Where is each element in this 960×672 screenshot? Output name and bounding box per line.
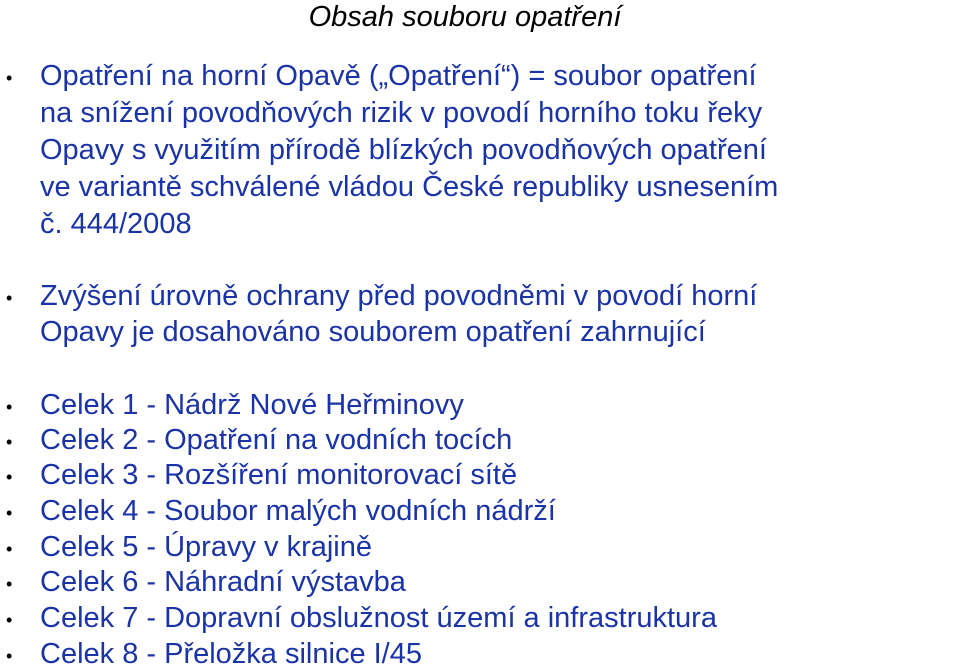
component-item xyxy=(0,423,960,459)
component-label: Celek 7 - Dopravní obslužnost území a infrastruktura xyxy=(40,602,717,634)
intro-line-4: ve variantě schválené vládou České republiky usnesením xyxy=(40,171,779,203)
summary-item xyxy=(0,278,960,358)
summary-line-2: Opavy je dosahováno souborem opatření zahrnující xyxy=(40,316,706,348)
bullet-icon: • xyxy=(6,610,13,630)
component-label: Celek 2 - Opatření na vodních tocích xyxy=(40,424,513,456)
component-item xyxy=(0,601,960,637)
intro-line-3: Opavy s využitím přírodě blízkých povodňových opatření xyxy=(40,134,767,166)
bullet-icon: • xyxy=(6,646,13,666)
bullet-icon: • xyxy=(6,574,13,594)
component-label: Celek 1 - Nádrž Nové Heřminovy xyxy=(40,389,464,421)
component-label: Celek 6 - Náhradní výstavba xyxy=(40,566,406,598)
component-item xyxy=(0,494,960,530)
bullet-icon: • xyxy=(6,288,13,308)
component-item xyxy=(0,637,960,672)
bullet-icon: • xyxy=(6,397,13,417)
bullet-icon: • xyxy=(6,467,13,487)
component-label: Celek 8 - Přeložka silnice I/45 xyxy=(40,638,422,670)
component-item xyxy=(0,388,960,424)
component-item xyxy=(0,565,960,601)
component-label: Celek 4 - Soubor malých vodních nádrží xyxy=(40,495,556,527)
slide-title: Obsah souboru opatření xyxy=(308,1,622,33)
intro-line-1: Opatření na horní Opavě („Opatření“) = soubor opatření xyxy=(40,60,757,92)
bullet-icon: • xyxy=(6,68,13,88)
bullet-icon: • xyxy=(6,539,13,559)
component-label: Celek 5 - Úpravy v krajině xyxy=(40,531,372,563)
bullet-icon: • xyxy=(6,432,13,452)
summary-line-1: Zvýšení úrovně ochrany před povodněmi v povodí horní xyxy=(40,280,758,312)
component-item xyxy=(0,530,960,566)
component-item xyxy=(0,458,960,494)
bullet-icon: • xyxy=(6,503,13,523)
component-label: Celek 3 - Rozšíření monitorovací sítě xyxy=(40,459,518,491)
intro-line-2: na snížení povodňových rizik v povodí horního toku řeky xyxy=(40,97,763,129)
intro-line-5: č. 444/2008 xyxy=(40,208,192,240)
intro-item xyxy=(0,58,960,248)
